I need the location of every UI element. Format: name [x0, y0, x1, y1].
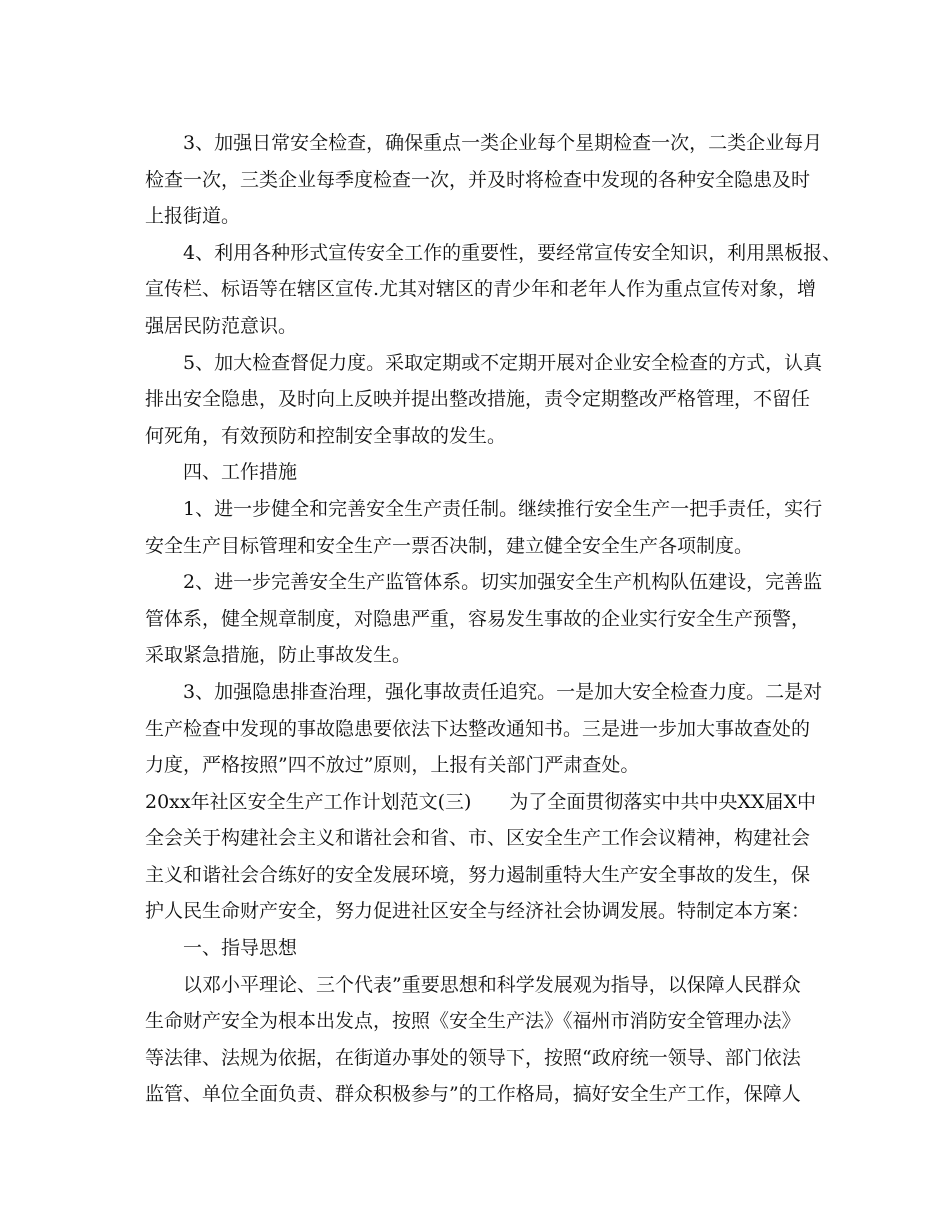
text-line: 四、工作措施	[183, 461, 298, 484]
text-line: 一、指导思想	[183, 937, 298, 960]
text-line: 安全生产目标管理和安全生产一票否决制，建立健全安全生产各项制度。	[145, 534, 754, 557]
text-line: 何死角，有效预防和控制安全事故的发生。	[145, 424, 507, 447]
text-line: 3、加强日常安全检查，确保重点一类企业每个星期检查一次，二类企业每月	[183, 132, 823, 154]
text-line: 排出安全隐患，及时向上反映并提出整改措施，责令定期整改严格管理，不留任	[145, 388, 811, 411]
text-line: 监管、单位全面负责、群众积极参与”的工作格局，搞好安全生产工作，保障人	[145, 1083, 801, 1106]
text-line: 检查一次，三类企业每季度检查一次，并及时将检查中发现的各种安全隐患及时	[145, 168, 811, 191]
text-line: 生产检查中发现的事故隐患要依法下达整改通知书。三是进一步加大事故查处的	[145, 717, 811, 740]
text-line: 5、加大检查督促力度。采取定期或不定期开展对企业安全检查的方式，认真	[183, 351, 823, 374]
text-line: 以邓小平理论、三个代表”重要思想和科学发展观为指导，以保障人民群众	[183, 973, 801, 996]
text-line: 护人民生命财产安全，努力促进社区安全与经济社会协调发展。特制定本方案：	[145, 900, 811, 923]
text-line: 力度，严格按照”四不放过”原则，上报有关部门严肃查处。	[145, 754, 640, 777]
text-line: 1、进一步健全和完善安全生产责任制。继续推行安全生产一把手责任，实行	[183, 497, 823, 520]
text-line: 4、利用各种形式宣传安全工作的重要性，要经常宣传安全知识，利用黑板报、	[183, 241, 842, 264]
text-line: 采取紧急措施，防止事故发生。	[145, 644, 412, 667]
text-line: 全会关于构建社会主义和谐社会和省、市、区安全生产工作会议精神，构建社会	[145, 827, 811, 850]
text-line: 宣传栏、标语等在辖区宣传.尤其对辖区的青少年和老年人作为重点宣传对象，增	[145, 278, 817, 301]
text-line: 强居民防范意识。	[145, 314, 298, 337]
text-line: 3、加强隐患排查治理，强化事故责任追究。一是加大安全检查力度。二是对	[183, 680, 823, 703]
text-line: 主义和谐社会合练好的安全发展环境，努力遏制重特大生产安全事故的发生，保	[145, 863, 811, 886]
text-line: 上报街道。	[145, 205, 241, 228]
text-line: 等法律、法规为依据，在街道办事处的领导下，按照“政府统一领导、部门依法	[145, 1046, 801, 1069]
text-line: 管体系，健全规章制度，对隐患严重，容易发生事故的企业实行安全生产预警，	[145, 607, 811, 630]
document-body	[145, 125, 842, 1113]
text-line: 生命财产安全为根本出发点，按照《安全生产法》《福州市消防安全管理办法》	[145, 1010, 801, 1033]
text-line: 20xx年社区安全生产工作计划范文(三) 为了全面贯彻落实中共中央XX届X中	[145, 790, 817, 813]
text-line: 2、进一步完善安全生产监管体系。切实加强安全生产机构队伍建设，完善监	[183, 571, 823, 594]
